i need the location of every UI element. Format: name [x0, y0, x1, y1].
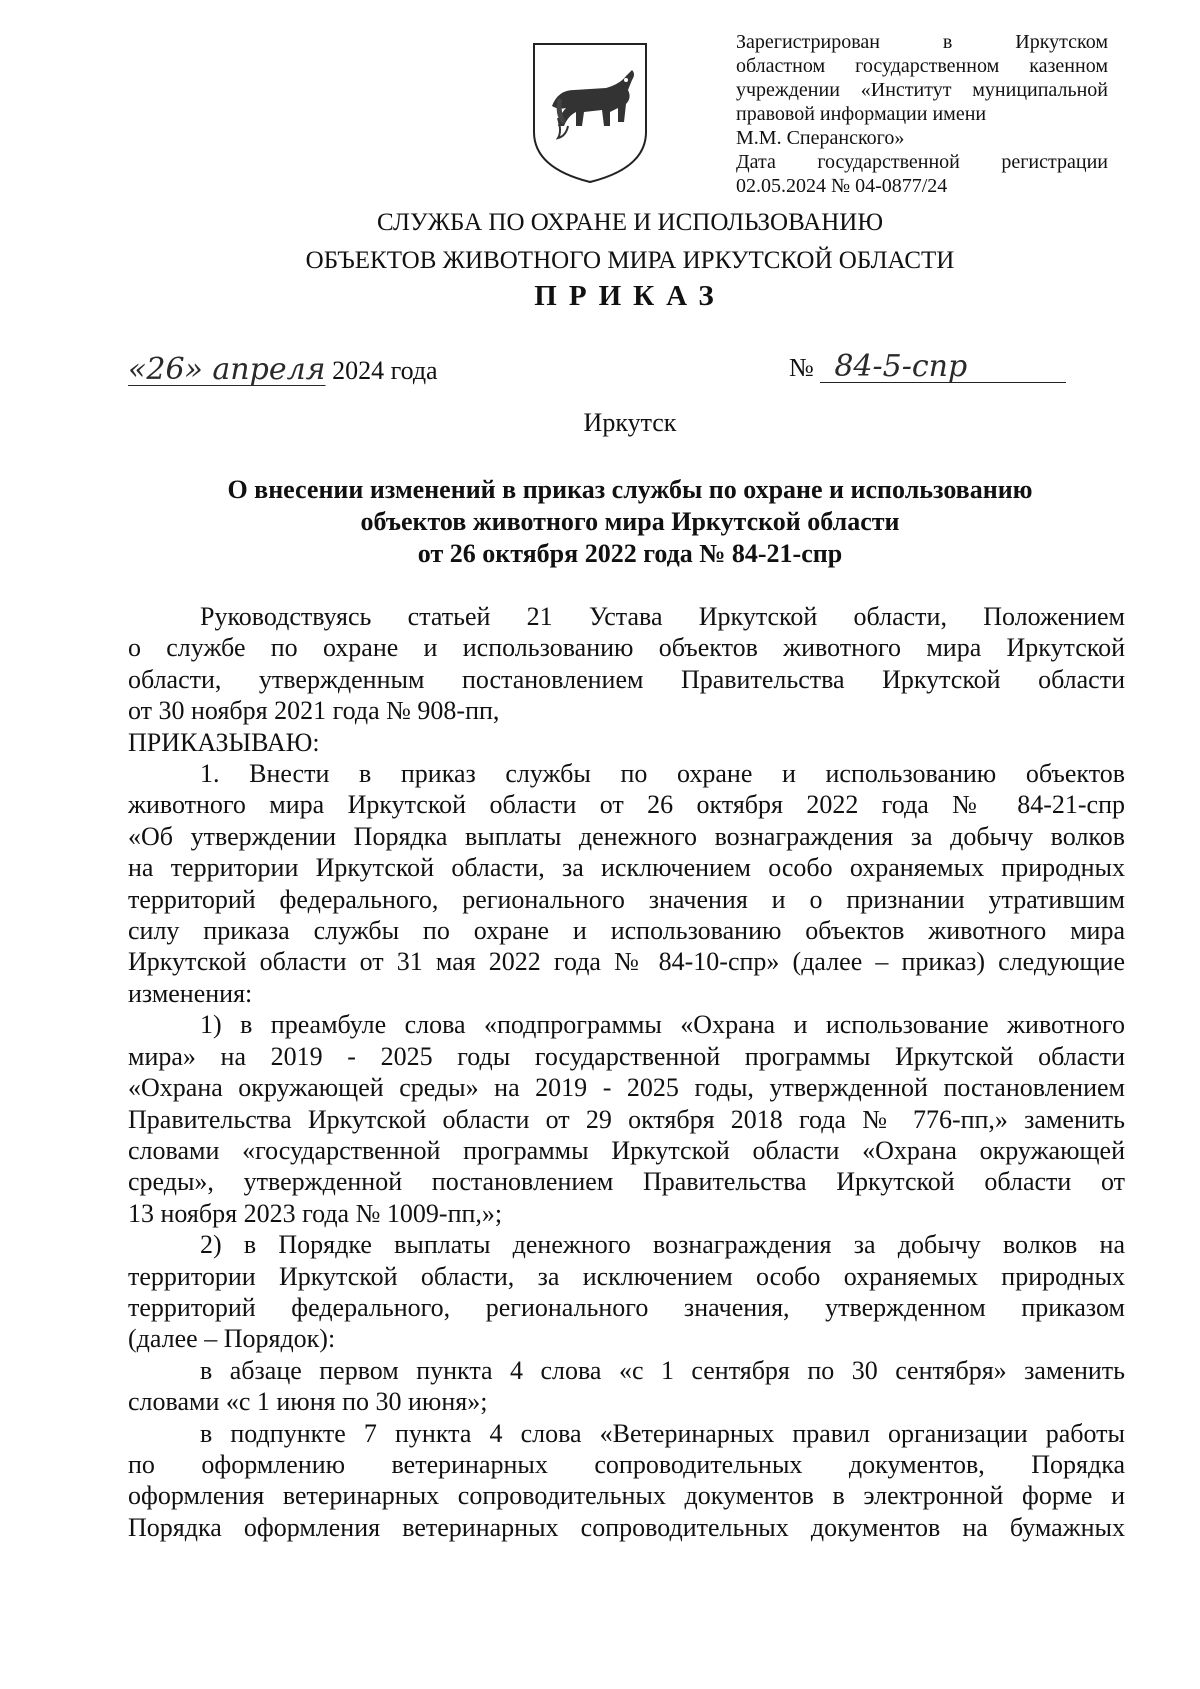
- body-line-orders: ПРИКАЗЫВАЮ:: [128, 727, 320, 757]
- body-line: животного мира Иркутской области от 26 октября 2022 года № 84-21-спр: [128, 790, 1125, 820]
- body-line: территории Иркутской области, за исключением особо охраняемых природных: [128, 1261, 1125, 1291]
- body-line: территорий федерального, регионального значения, утвержденном приказом: [128, 1292, 1125, 1322]
- body-line: среды», утвержденной постановлением Правительства Иркутской области от: [128, 1167, 1125, 1197]
- stamp-line: учреждении «Институт муниципальной: [736, 79, 1108, 101]
- body-line: о службе по охране и использованию объектов животного мира Иркутской: [128, 633, 1125, 663]
- body-line: 1) в преамбуле слова «подпрограммы «Охрана и использование животного: [200, 1010, 1125, 1040]
- order-number: [789, 349, 1066, 384]
- body-line: 13 ноября 2023 года № 1009-пп,»;: [128, 1198, 503, 1228]
- body-line: «Охрана окружающей среды» на 2019 - 2025 годы, утвержденной постановлением: [128, 1073, 1125, 1103]
- order-subject: [140, 474, 1120, 570]
- body-line: в абзаце первом пункта 4 слова «с 1 сентября по 30 сентября» заменить: [200, 1355, 1125, 1385]
- body-line: Иркутской области от 31 мая 2022 года № 84-10-спр» (далее – приказ) следующие: [128, 947, 1125, 977]
- body-line: по оформлению ветеринарных сопроводительных документов, Порядка: [128, 1449, 1125, 1479]
- order-date: [128, 352, 438, 387]
- body-line: силу приказа службы по охране и использованию объектов животного мира: [128, 916, 1125, 946]
- body-line: Порядка оформления ветеринарных сопроводительных документов на бумажных: [128, 1512, 1125, 1542]
- agency-line: СЛУЖБА ПО ОХРАНЕ И ИСПОЛЬЗОВАНИЮ: [376, 209, 884, 236]
- body-line: области, утвержденным постановлением Правительства Иркутской области: [128, 664, 1125, 694]
- number-label: №: [789, 353, 814, 382]
- order-body: [128, 601, 1125, 1543]
- body-line: Правительства Иркутской области от 29 октября 2018 года № 776-пп,» заменить: [128, 1104, 1125, 1134]
- agency-line: ОБЪЕКТОВ ЖИВОТНОГО МИРА ИРКУТСКОЙ ОБЛАСТИ: [305, 247, 955, 274]
- body-line: территорий федерального, регионального значения и о признании утратившим: [128, 884, 1125, 914]
- stamp-registration-number: 02.05.2024 № 04-0877/24: [736, 175, 948, 197]
- body-line: на территории Иркутской области, за исключением особо охраняемых природных: [128, 853, 1125, 883]
- stamp-line: М.М. Сперанского»: [736, 127, 905, 149]
- registration-stamp: [736, 30, 1108, 198]
- subject-line: от 26 октября 2022 года № 84-21-спр: [417, 539, 843, 568]
- body-line: в подпункте 7 пункта 4 слова «Ветеринарных правил организации работы: [200, 1418, 1125, 1448]
- stamp-line: областном государственном казенном: [736, 55, 1108, 77]
- body-line: изменения:: [128, 978, 253, 1008]
- body-line: словами «с 1 июня по 30 июня»;: [128, 1387, 488, 1417]
- agency-header: [200, 204, 1060, 280]
- body-line: «Об утверждении Порядка выплаты денежного вознаграждения за добычу волков: [128, 821, 1125, 851]
- date-year: 2024 года: [332, 356, 438, 385]
- handwritten-number: 84-5-спр: [820, 352, 1066, 383]
- subject-line: объектов животного мира Иркутской области: [360, 507, 900, 536]
- city-name: Иркутск: [583, 408, 677, 437]
- body-line: Руководствуясь статьей 21 Устава Иркутской области, Положением: [200, 602, 1125, 631]
- body-line: оформления ветеринарных сопроводительных документов в электронной форме и: [128, 1481, 1125, 1511]
- handwritten-date: «26» апреля: [128, 352, 326, 387]
- body-line: от 30 ноября 2021 года № 908-пп,: [128, 696, 500, 726]
- stamp-line: Дата государственной регистрации: [736, 151, 1108, 173]
- body-line: словами «государственной программы Иркутской области «Охрана окружающей: [128, 1135, 1125, 1165]
- stamp-line: Зарегистрирован в Иркутском: [736, 31, 1108, 53]
- body-line: 2) в Порядке выплаты денежного вознаграждения за добычу волков на: [200, 1230, 1125, 1260]
- coat-of-arms-emblem: [528, 40, 652, 186]
- body-line: (далее – Порядок):: [128, 1324, 336, 1354]
- document-type-title: ПРИКАЗ: [534, 280, 726, 312]
- stamp-line: правовой информации имени: [736, 103, 987, 125]
- body-line: 1. Внести в приказ службы по охране и использованию объектов: [200, 759, 1125, 789]
- body-line: мира» на 2019 - 2025 годы государственной программы Иркутской области: [128, 1041, 1125, 1071]
- subject-line: О внесении изменений в приказ службы по охране и использованию: [227, 475, 1033, 504]
